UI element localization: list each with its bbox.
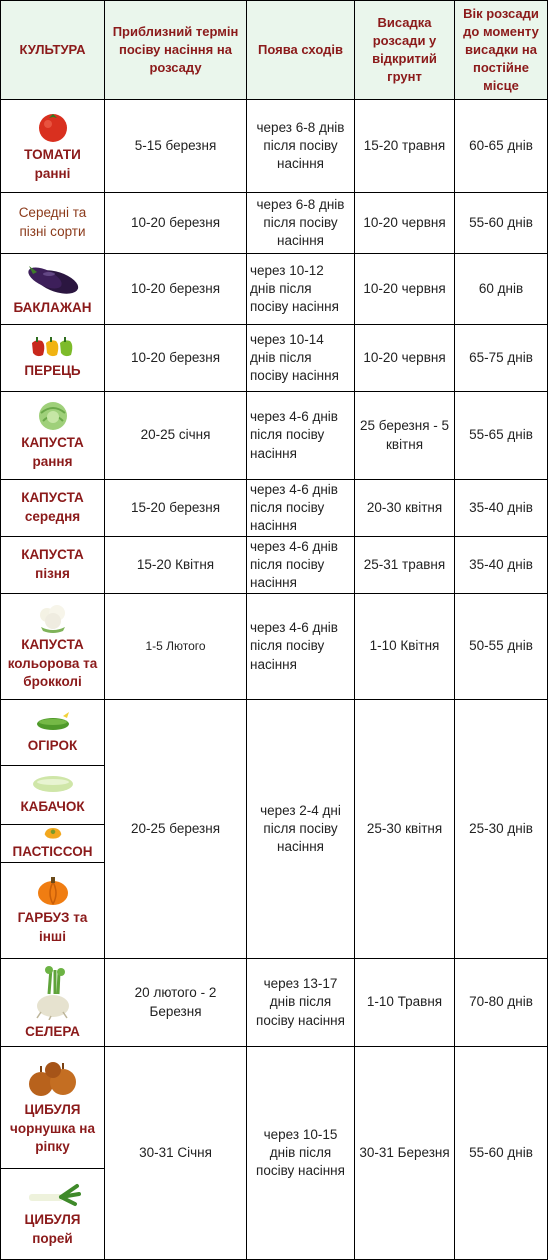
planting-value: 10-20 червня bbox=[363, 280, 446, 296]
age-cell bbox=[455, 537, 548, 594]
planting-value: 15-20 травня bbox=[363, 137, 446, 153]
crop-pattypan bbox=[0, 825, 105, 863]
crop-eggplant bbox=[0, 254, 105, 325]
emergence-value: через 4-6 днів після посіву насіння bbox=[250, 538, 338, 591]
crop-subname: рання bbox=[32, 454, 73, 469]
eggplant-icon bbox=[23, 260, 83, 296]
sowing-cell bbox=[105, 325, 247, 392]
sowing-value: 10-20 березня bbox=[130, 280, 221, 296]
planting-value: 10-20 червня bbox=[363, 349, 446, 365]
age-cell bbox=[455, 959, 548, 1047]
planting-value: 25-30 квітня bbox=[366, 820, 443, 836]
sowing-cell bbox=[105, 254, 247, 325]
emergence-cell bbox=[247, 392, 355, 480]
onion-icon bbox=[25, 1058, 81, 1098]
crop-subname: середня bbox=[24, 509, 81, 524]
emergence-value: через 4-6 днів після посіву насіння bbox=[250, 620, 338, 672]
planting-cell bbox=[355, 537, 455, 594]
sowing-cell bbox=[105, 537, 247, 594]
sowing-cell bbox=[105, 480, 247, 537]
emergence-cell bbox=[247, 537, 355, 594]
planting-value: 1-10 Квітня bbox=[369, 638, 440, 654]
crop-cabbage-early bbox=[0, 392, 105, 480]
cucumber-icon bbox=[33, 710, 73, 734]
crop-pepper bbox=[0, 325, 105, 392]
age-cell bbox=[455, 392, 548, 480]
planting-cell bbox=[355, 594, 455, 700]
emergence-value: через 10-15 днів після посіву насіння bbox=[256, 1126, 345, 1179]
planting-value: 25 березня - 5 квітня bbox=[359, 418, 450, 452]
age-value: 60 днів bbox=[478, 280, 524, 296]
header-planting bbox=[355, 0, 455, 100]
header-emergence-label: Поява сходів bbox=[258, 41, 343, 57]
header-crop bbox=[0, 0, 105, 100]
planting-cell bbox=[355, 254, 455, 325]
header-age bbox=[455, 0, 548, 100]
header-age-label: Вік розсади до моменту висадки на постійне місце bbox=[463, 5, 539, 94]
age-value: 55-60 днів bbox=[469, 1144, 533, 1160]
emergence-cell bbox=[247, 1047, 355, 1260]
sowing-value: 20-25 березня bbox=[130, 820, 221, 836]
sowing-cell bbox=[105, 100, 247, 193]
crop-subname: ранні bbox=[34, 165, 71, 181]
sowing-cell bbox=[105, 959, 247, 1047]
age-cell bbox=[455, 325, 548, 392]
planting-cell bbox=[355, 700, 455, 959]
planting-cell bbox=[355, 959, 455, 1047]
sowing-cell bbox=[105, 193, 247, 254]
age-value: 70-80 днів bbox=[469, 994, 533, 1010]
planting-cell bbox=[355, 392, 455, 480]
header-crop-label: КУЛЬТУРА bbox=[19, 41, 86, 57]
emergence-cell bbox=[247, 700, 355, 959]
header-planting-label: Висадка розсади у відкритий грунт bbox=[372, 14, 437, 85]
planting-cell bbox=[355, 100, 455, 193]
emergence-value: через 6-8 днів після посіву насіння bbox=[256, 119, 345, 172]
crop-name: КАПУСТА bbox=[21, 636, 84, 652]
cauliflower-icon bbox=[35, 601, 71, 633]
age-value: 60-65 днів bbox=[469, 137, 533, 153]
crop-subname: пізні сорти bbox=[19, 224, 86, 239]
header-sowing bbox=[105, 0, 247, 100]
crop-name: ТОМАТИ bbox=[24, 146, 81, 162]
peppers-icon bbox=[28, 335, 78, 359]
sowing-cell bbox=[105, 700, 247, 959]
emergence-cell bbox=[247, 594, 355, 700]
sowing-cell bbox=[105, 1047, 247, 1260]
age-value: 35-40 днів bbox=[469, 556, 533, 572]
age-cell bbox=[455, 594, 548, 700]
crop-name: КАБАЧОК bbox=[20, 799, 85, 815]
planting-value: 10-20 червня bbox=[363, 214, 446, 230]
pattypan-icon bbox=[38, 825, 68, 840]
planting-value: 1-10 Травня bbox=[366, 994, 443, 1010]
crop-subname: порей bbox=[32, 1230, 73, 1246]
crop-onion bbox=[0, 1047, 105, 1169]
crop-subname: кольорова та bbox=[7, 655, 98, 671]
crop-name: ГАРБУЗ та bbox=[17, 910, 88, 926]
emergence-cell bbox=[247, 100, 355, 193]
crop-subname-2: ріпку bbox=[35, 1139, 70, 1155]
leek-icon bbox=[25, 1180, 81, 1208]
crop-zucchini bbox=[0, 766, 105, 825]
emergence-cell bbox=[247, 193, 355, 254]
age-value: 55-65 днів bbox=[469, 427, 533, 443]
crop-subname: інші bbox=[39, 929, 66, 944]
age-value: 35-40 днів bbox=[469, 499, 533, 515]
age-value: 55-60 днів bbox=[469, 214, 533, 230]
emergence-value: через 10-14 днів після посіву насіння bbox=[250, 331, 339, 384]
cabbage-icon bbox=[35, 399, 71, 431]
age-value: 50-55 днів bbox=[469, 638, 533, 654]
crop-subname: чорнушка на bbox=[10, 1120, 95, 1136]
crop-name: Середні та bbox=[18, 205, 87, 221]
sowing-cell bbox=[105, 594, 247, 700]
crop-name: СЕЛЕРА bbox=[25, 1023, 80, 1039]
crop-tomato-early bbox=[0, 100, 105, 193]
crop-name: КАПУСТА bbox=[21, 547, 84, 563]
sowing-value: 10-20 березня bbox=[130, 214, 221, 230]
zucchini-icon bbox=[29, 773, 77, 795]
crop-tomato-late bbox=[0, 193, 105, 254]
crop-name: ОГІРОК bbox=[27, 737, 78, 753]
sowing-value: 5-15 березня bbox=[134, 137, 217, 153]
sowing-value: 30-31 Січня bbox=[139, 1144, 212, 1160]
crop-name: ЦИБУЛЯ bbox=[24, 1101, 81, 1117]
crop-subname: пізня bbox=[35, 566, 70, 581]
sowing-value: 15-20 березня bbox=[130, 499, 221, 515]
age-cell bbox=[455, 193, 548, 254]
planting-value: 25-31 травня bbox=[363, 556, 446, 572]
emergence-value: через 6-8 днів після посіву насіння bbox=[256, 196, 345, 249]
crop-cauliflower bbox=[0, 594, 105, 700]
emergence-value: через 4-6 днів після посіву насіння bbox=[250, 481, 338, 534]
crop-name: БАКЛАЖАН bbox=[13, 300, 92, 316]
emergence-value: через 2-4 дні після посіву насіння bbox=[260, 802, 341, 855]
planting-value: 20-30 квітня bbox=[366, 499, 443, 515]
emergence-cell bbox=[247, 254, 355, 325]
emergence-value: через 10-12 днів після посіву насіння bbox=[250, 262, 339, 315]
crop-celery bbox=[0, 959, 105, 1047]
sowing-value: 20-25 січня bbox=[140, 427, 211, 443]
age-value: 25-30 днів bbox=[469, 820, 533, 836]
celery-icon bbox=[31, 964, 75, 1020]
emergence-value: через 4-6 днів після посіву насіння bbox=[250, 409, 338, 461]
sowing-value: 10-20 березня bbox=[130, 349, 221, 365]
crop-cabbage-mid bbox=[0, 480, 105, 537]
crop-subname-2: брокколі bbox=[23, 674, 82, 690]
crop-name: КАПУСТА bbox=[21, 435, 84, 451]
crop-cabbage-late bbox=[0, 537, 105, 594]
tomato-icon bbox=[36, 109, 70, 143]
planting-cell bbox=[355, 480, 455, 537]
sowing-value: 15-20 Квітня bbox=[136, 556, 215, 572]
crop-name: КАПУСТА bbox=[21, 490, 84, 506]
crop-cucumber bbox=[0, 700, 105, 766]
crop-leek bbox=[0, 1169, 105, 1260]
emergence-cell bbox=[247, 959, 355, 1047]
age-cell bbox=[455, 100, 548, 193]
planting-value: 30-31 Березня bbox=[359, 1144, 450, 1160]
crop-name: ПЕРЕЦЬ bbox=[24, 363, 81, 379]
crop-name: ЦИБУЛЯ bbox=[24, 1211, 81, 1227]
crop-name: ПАСТІССОН bbox=[12, 844, 93, 860]
planting-cell bbox=[355, 193, 455, 254]
sowing-cell bbox=[105, 392, 247, 480]
age-cell bbox=[455, 700, 548, 959]
emergence-cell bbox=[247, 480, 355, 537]
emergence-cell bbox=[247, 325, 355, 392]
emergence-value: через 13-17 днів після посіву насіння bbox=[256, 976, 345, 1028]
age-cell bbox=[455, 1047, 548, 1260]
crop-pumpkin bbox=[0, 863, 105, 959]
planting-cell bbox=[355, 1047, 455, 1260]
header-sowing-label: Приблизний термін посіву насіння на розсаду bbox=[112, 23, 239, 76]
sowing-value: 20 лютого - 2 Березня bbox=[134, 985, 217, 1019]
header-emergence bbox=[247, 0, 355, 100]
pumpkin-icon bbox=[35, 874, 71, 906]
age-cell bbox=[455, 254, 548, 325]
age-value: 65-75 днів bbox=[469, 349, 533, 365]
planting-cell bbox=[355, 325, 455, 392]
age-cell bbox=[455, 480, 548, 537]
sowing-value: 1-5 Лютого bbox=[145, 639, 206, 654]
